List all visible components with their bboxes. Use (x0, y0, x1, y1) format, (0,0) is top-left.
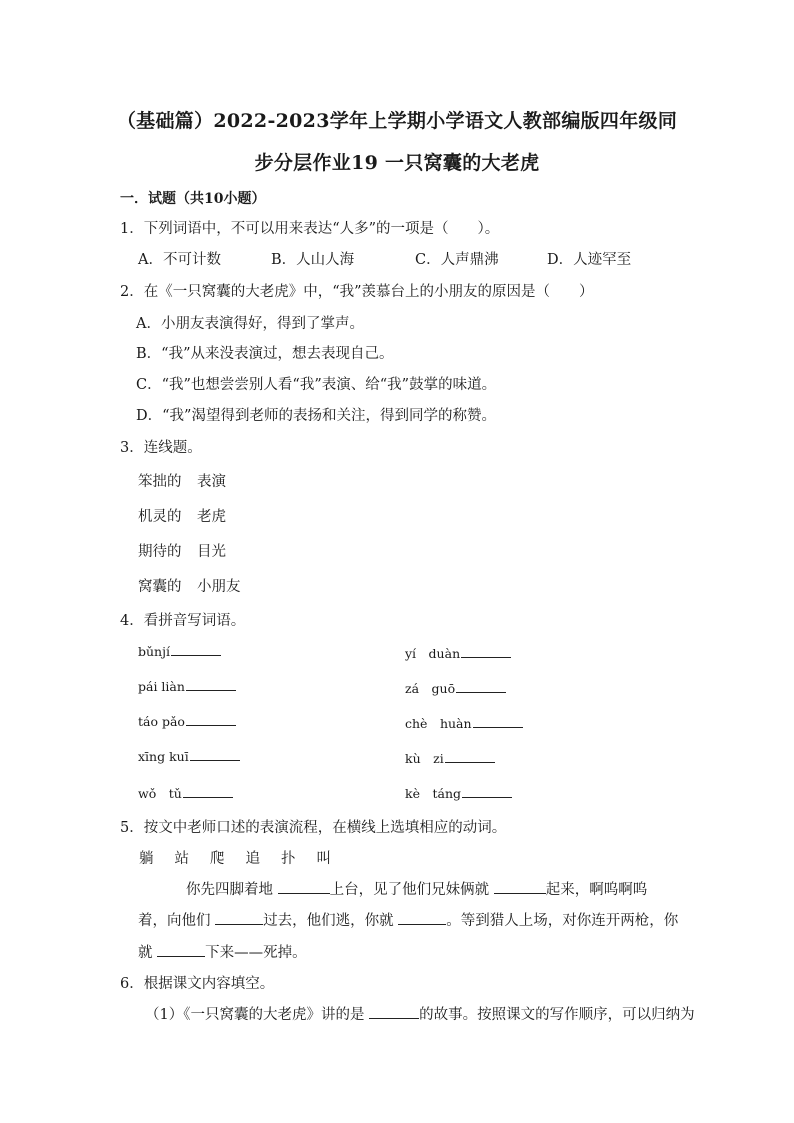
answer-blank[interactable] (186, 679, 236, 691)
answer-blank[interactable] (462, 786, 512, 798)
answer-blank[interactable] (398, 910, 446, 925)
answer-blank[interactable] (190, 749, 240, 761)
pinyin-text: táo pǎo (138, 714, 185, 729)
pinyin-item (138, 784, 233, 802)
verb-option: 躺 (139, 851, 154, 867)
pinyin-item (138, 714, 236, 729)
passage-text: 下来——死掉。 (205, 945, 307, 961)
verb-option: 追 (245, 851, 260, 867)
q5-paragraph-line-2 (138, 909, 678, 930)
q2-option-a: A．小朋友表演得好，得到了掌声。 (136, 316, 364, 332)
pinyin-item (405, 679, 506, 697)
answer-blank[interactable] (171, 644, 221, 656)
answer-blank[interactable] (473, 716, 523, 728)
answer-blank[interactable] (215, 910, 263, 925)
q2-option-d: D．“我”渴望得到老师的表扬和关注，得到同学的称赞。 (136, 408, 496, 424)
answer-blank[interactable] (494, 879, 546, 894)
q2-option-b: B．“我”从来没表演过，想去表现自己。 (136, 346, 394, 362)
q1-option-c: C．人声鼎沸 (415, 252, 499, 268)
answer-blank[interactable] (157, 942, 205, 957)
q3-left-word: 窝囊的 (138, 579, 182, 595)
q5-stem: 5．按文中老师口述的表演流程，在横线上选填相应的动词。 (120, 820, 507, 836)
pinyin-text: pái liàn (138, 679, 185, 694)
q1-option-d: D．人迹罕至 (547, 252, 632, 268)
q3-right-word: 表演 (197, 474, 226, 490)
pinyin-item (138, 749, 240, 764)
passage-text: 的故事。按照课文的写作顺序，可以归纳为 (419, 1007, 695, 1023)
pinyin-text: kù zi (405, 751, 444, 766)
q1-stem: 1．下列词语中，不可以用来表达“人多”的一项是（ ）。 (120, 221, 500, 237)
q3-left-word: 期待的 (138, 544, 182, 560)
q3-left-word: 笨拙的 (138, 474, 182, 490)
answer-blank[interactable] (456, 681, 506, 693)
q5-paragraph-line-3 (138, 941, 307, 962)
q1-option-a: A．不可计数 (138, 252, 221, 268)
q4-stem: 4．看拼音写词语。 (120, 613, 246, 629)
q3-right-word: 小朋友 (197, 579, 241, 595)
passage-text: （1）《一只窝囊的大老虎》讲的是 (145, 1007, 365, 1023)
passage-text: 上台，见了他们兄妹俩就 (329, 882, 490, 898)
verb-option: 爬 (210, 851, 225, 867)
pinyin-text: yí duàn (405, 646, 461, 661)
passage-text: 过去，他们逃，你就 (263, 913, 394, 929)
pinyin-text: kè táng (405, 786, 461, 801)
pinyin-item (405, 749, 495, 767)
q6-stem: 6．根据课文内容填空。 (120, 976, 275, 992)
passage-text: 就 (138, 945, 153, 961)
passage-text: 你先四脚着地 (186, 882, 273, 898)
passage-text: 。等到猎人上场，对你连开两枪，你 (446, 913, 679, 929)
pinyin-item (405, 714, 523, 732)
q3-right-word: 目光 (197, 544, 226, 560)
page-title-line-1: （基础篇）2022-2023学年上学期小学语文人教部编版四年级同 (116, 110, 678, 132)
pinyin-text: chè huàn (405, 716, 472, 731)
pinyin-text: bǔnjí (138, 644, 170, 659)
pinyin-item (405, 784, 512, 802)
verb-option: 扑 (281, 851, 296, 867)
answer-blank[interactable] (186, 714, 236, 726)
pinyin-item (138, 679, 236, 694)
pinyin-text: wǒ tǔ (138, 786, 182, 801)
verb-option: 叫 (316, 851, 331, 867)
q5-verb-bank (139, 847, 352, 868)
q6-sub1 (145, 1003, 695, 1024)
section-heading: 一．试题（共10小题） (120, 191, 266, 207)
pinyin-item (138, 644, 221, 659)
passage-text: 着，向他们 (138, 913, 211, 929)
q3-right-word: 老虎 (197, 509, 226, 525)
answer-blank[interactable] (183, 786, 233, 798)
q5-paragraph-line-1 (186, 878, 647, 899)
answer-blank[interactable] (445, 751, 495, 763)
answer-blank[interactable] (461, 646, 511, 658)
answer-blank[interactable] (278, 879, 330, 894)
q2-option-c: C．“我”也想尝尝别人看“我”表演、给“我”鼓掌的味道。 (136, 377, 497, 393)
q2-stem: 2．在《一只窝囊的大老虎》中，“我”羡慕台上的小朋友的原因是（ ） (120, 284, 594, 300)
q3-stem: 3．连线题。 (120, 440, 202, 456)
pinyin-text: xīng kuī (138, 749, 189, 764)
q3-left-word: 机灵的 (138, 509, 182, 525)
verb-option: 站 (174, 851, 189, 867)
passage-text: 起来，啊呜啊呜 (545, 882, 648, 898)
answer-blank[interactable] (369, 1004, 419, 1019)
page-title-line-2: 步分层作业19 一只窝囊的大老虎 (254, 152, 540, 174)
pinyin-item (405, 644, 511, 662)
pinyin-text: zá guō (405, 681, 456, 696)
q1-option-b: B．人山人海 (271, 252, 355, 268)
